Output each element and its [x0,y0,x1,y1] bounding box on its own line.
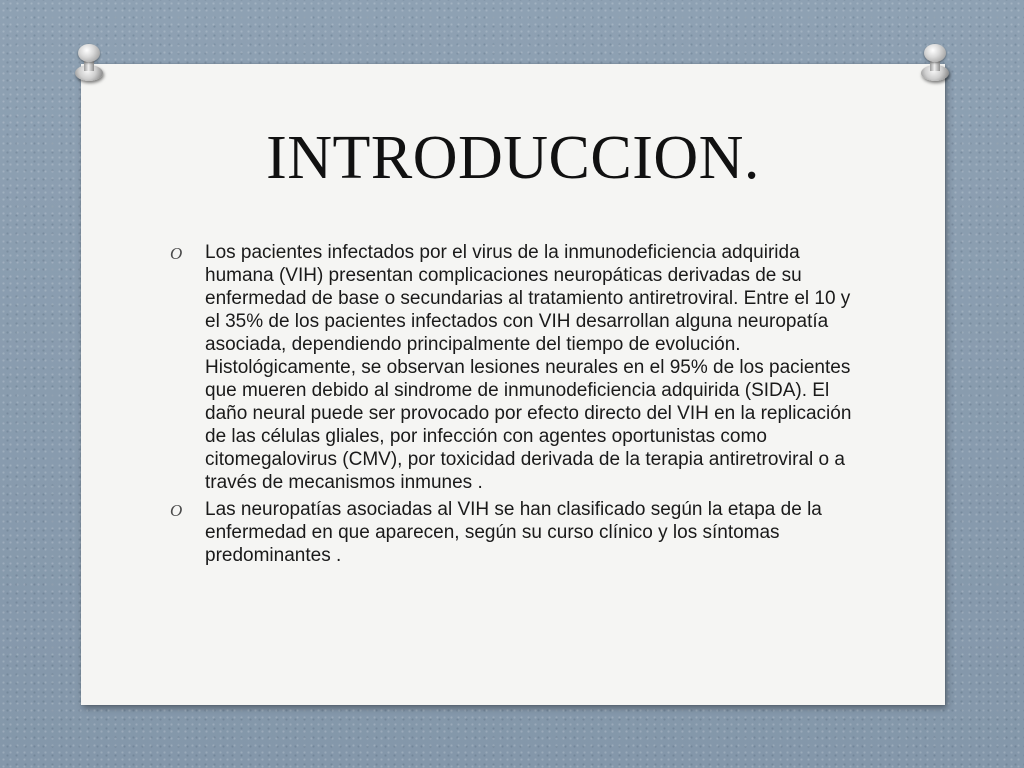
slide-title: INTRODUCCION. [266,124,760,192]
bullet-item [170,498,855,567]
bullet-list [170,241,855,571]
bullet-marker-icon: O [170,244,183,263]
pushpin-icon [918,41,952,85]
bullet-marker-icon: O [170,501,183,520]
pushpin-icon [72,41,106,85]
bullet-item [170,241,855,494]
bullet-text: Los pacientes infectados por el virus de la inmunodeficiencia adquirida humana (VIH) presentan complicaciones neuropáticas derivadas de su enfermedad de base o secundarias al tratamiento antiretroviral. Entre el 10 y el 35% de los pacientes infectados con VIH desarrollan alguna neuropatía asociada, dependiendo principalmente del tiempo de evolución. Histológicamente, se observan lesiones neurales en el 95% de los pacientes que mueren debido al sindrome de inmunodeficiencia adquirida (SIDA). El daño neural puede ser provocado por efecto directo del VIH en la replicación de las células gliales, por infección con agentes oportunistas como citomegalovirus (CMV), por toxicidad derivada de la terapia antiretroviral o a través de mecanismos inmunes . [205,242,852,493]
bullet-text: Las neuropatías asociadas al VIH se han clasificado según la etapa de la enfermedad en que aparecen, según su curso clínico y los síntomas predominantes . [205,499,822,566]
